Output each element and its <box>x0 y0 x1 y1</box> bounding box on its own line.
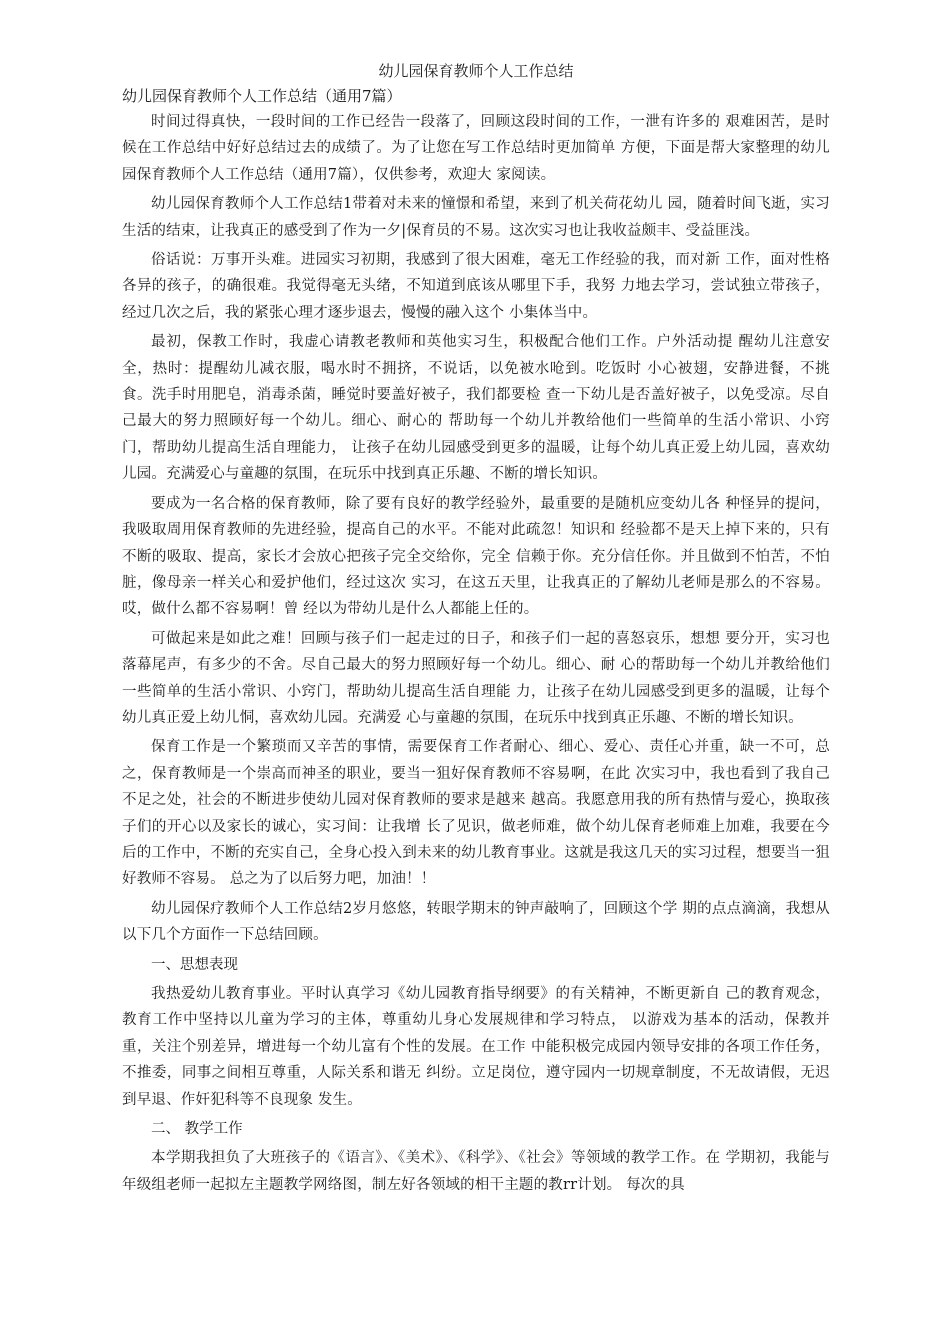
paragraph-conclusion: 保育工作是一个繁琐而又辛苦的事情，需要保育工作者耐心、细心、爱心、责任心并重，缺一不可，总之，保育教师是一个崇高而神圣的职业，要当一狙好保育教师不容易啊，在此 次实习中，我也看到了我自己不足之处，社会的不断进步使幼儿园对保育教师的要求是越来 越高。我愿意用我的所有热情与爱心，换取孩子们的开心以及家长的诚心，实习间：让我增 长了见识，做老师难，做个幼儿保育老师难上加难，我要在今后的工作中，不断的充实自己，全身心投入到未来的幼儿教育事业。这就是我这几天的实习过程，想要当一狙好教师不容易。 总之为了以后努力吧，加油！！ <box>122 739 830 888</box>
paragraph-summary-1-opening: 幼儿园保育教师个人工作总结1带着对未来的憧憬和希望，来到了机关荷花幼儿 园，随着时间飞逝，实习生活的结束，让我真正的感受到了作为一夕|保育员的不易。这次实习也让我收益颇丰、受益匪浅。 <box>122 196 830 239</box>
paragraph-beginning-difficulties: 俗话说：万事开头难。进园实习初期，我感到了很大困难，毫无工作经验的我，而对新 工作，面对性格各异的孩子，的确很难。我觉得毫无头绪，不知道到底该从哪里下手，我努 力地去学习，尝试独立带孩子，经过几次之后，我的紧张心理才逐步退去，慢慢的融入这个 小集体当中。 <box>122 252 830 321</box>
paragraph-summary-2-opening: 幼儿园保疗教师个人工作总结2岁月悠悠，转眼学期末的钟声敲响了，回顾这个学 期的点点滴滴，我想从以下几个方面作一下总结回顾。 <box>122 900 830 944</box>
paragraph-thought: 我热爱幼儿教育事业。平时认真学习《幼儿园教育指导纲要》的有关精神，不断更新自 己的教育观念，教育工作中坚持以儿童为学习的主体，尊重幼儿身心发展规律和学习特点， 以游戏为基本的活动，保教并重，关注个别差异，增进每一个幼儿富有个性的发展。在工作 中能积极完成园内领导安排的各项工作任务，不推委，同事之间相互尊重，人际关系和谐无 纠纷。立足岗位，遵守园内一切规章制度，不无故请假，无迟到早退、作奸犯科等不良现象 发生。 <box>122 986 830 1108</box>
document-title: 幼儿园保育教师个人工作总结 <box>378 62 574 80</box>
paragraph-intro: 时间过得真快，一段时间的工作已经告一段落了，回顾这段时间的工作，一泄有许多的 艰难困苦，是时候在工作总结中好好总结过去的成绩了。为了让您在写工作总结时更加简单 方便，下面是帮大家整理的幼儿园保育教师个人工作总结（通用7篇），仅供参考，欢迎大 家阅读。 <box>122 114 830 183</box>
paragraph-teaching: 本学期我担负了大班孩子的《语言》、《美术》、《科学》、《社会》等领域的教学工作。在 学期初，我能与年级组老师一起拟左主题教学网络图，制左好各领域的相干主题的教rr计划。 每次的具 <box>122 1150 830 1193</box>
section-heading-thought: 一、思想表现 <box>151 956 238 973</box>
paragraph-qualified-teacher: 要成为一名合格的保育教师，除了要有良好的教学经验外，最重要的是随机应变幼儿各 种怪异的提问，我吸取周用保育教师的先进经验，提高自己的水平。不能对此疏忽！知识和 经验都不是天上掉下来的，只有不断的吸取、提高，家长才会放心把孩子完全交给你，完全 信赖于你。充分信任你。并且做到不怕苦，不怕脏，像母亲一样关心和爱护他们，经过这次 实习，在这五天里，让我真正的了解幼儿老师是那么的不容易。哎，做什么都不容易啊！曾 经以为带幼儿是什么人都能上任的。 <box>122 495 830 618</box>
document-subtitle: 幼儿园保育教师个人工作总结（通用7篇） <box>122 87 402 105</box>
paragraph-reflection: 可做起来是如此之难！回顾与孩子们一起走过的日子，和孩子们一起的喜怒哀乐，想想 要分开，实习也落幕尾声，有多少的不舍。尽自己最大的努力照顾好每一个幼儿。细心、耐 心的帮助每一个幼儿并教给他们一些简单的生活小常识、小窍门，帮助幼儿提高生活自理能 力，让孩子在幼儿园感受到更多的温暖，让每个幼儿真正爱上幼儿恫，喜欢幼儿园。充满爱 心与童趣的氛围，在玩乐中找到真正乐趣、不断的增长知识。 <box>122 630 830 726</box>
paragraph-daily-care: 最初，保教工作时，我虚心请教老教师和英他实习生，积极配合他们工作。户外活动提 醒幼儿注意安全，热时：提醒幼儿减衣服，喝水时不拥挤，不说话，以免被水呛到。吃饭时 小心被翅，安静进餐，不挑食。洗手时用肥皂，消毒杀菌，睡觉时要盖好被子，我们都要检 查一下幼儿是否盖好被子，以免受凉。尽自己最大的努力照顾好每一个幼儿。细心、耐心的 帮助每一个幼儿并教给他们一些简单的生活小常识、小窍门，帮助幼儿提高生活自理能力， 让孩子在幼儿园感受到更多的温暖，让每个幼儿真正爱上幼儿园，喜欢幼儿园。充满爱心与童趣的氛围，在玩乐中找到真正乐趣、不断的增长知识。 <box>122 334 830 483</box>
section-heading-teaching: 二、 教学工作 <box>151 1121 243 1138</box>
document-page <box>122 60 830 1201</box>
